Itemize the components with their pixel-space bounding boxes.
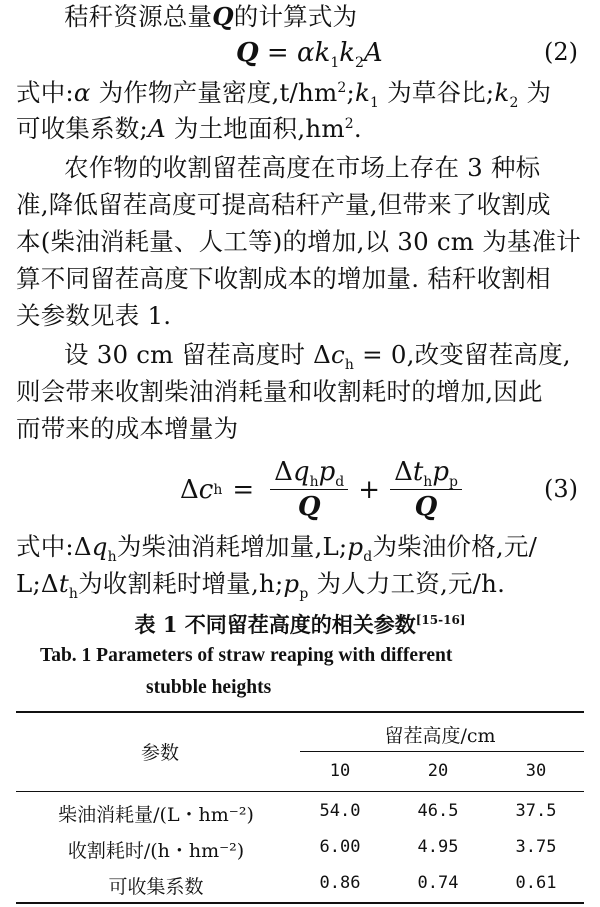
paragraph-2-line-4: 算不同留茬高度下收割成本的增加量. 秸秆收割相 <box>16 264 551 293</box>
text-line-1 <box>64 2 590 32</box>
table-cell: 0.74 <box>417 873 459 893</box>
equation-2-number: (2) <box>544 38 578 66</box>
var-A: A <box>147 114 166 143</box>
text-line-4 <box>16 532 590 565</box>
text-segment: 为土地面积,hm <box>165 114 345 143</box>
eq3-c: c <box>198 474 214 505</box>
eq2-alpha: α <box>296 38 315 68</box>
eq2-lhs: Q <box>236 38 259 68</box>
text-segment: 为草谷比; <box>379 78 495 107</box>
table-caption-en-line-1: Tab. 1 Parameters of straw reaping with different <box>40 645 453 666</box>
eq2-A: A <box>363 38 383 68</box>
paragraph-3-line-2: 则会带来收割柴油消耗量和收割耗时的增加,因此 <box>16 377 543 406</box>
text-segment: 设 30 cm 留茬高度时 Δ <box>64 340 331 369</box>
caption-reference: [15-16] <box>415 613 466 627</box>
eq3-delta: Δ <box>180 474 199 505</box>
table-column-header: 30 <box>525 761 547 781</box>
table-row-label: 柴油消耗量/(L・hm⁻²) <box>58 804 254 826</box>
sup: 2 <box>337 79 347 96</box>
text-line-5 <box>16 569 590 602</box>
paragraph-2-line-2: 准,降低留茬高度可提高秸秆产量,但带来了收割成 <box>16 190 551 219</box>
var-p: p <box>347 532 364 561</box>
eq2-equals: = <box>266 38 289 68</box>
var-k2: k <box>494 78 510 107</box>
text-segment: 可收集系数; <box>16 114 148 143</box>
eq2-k2: k <box>339 38 355 68</box>
text-segment: 为人力工资,元/h. <box>308 569 506 598</box>
var-Q: Q <box>212 2 234 31</box>
table-cell: 54.0 <box>319 801 361 821</box>
sub: p <box>299 585 309 602</box>
delta: Δ <box>274 457 293 487</box>
sub: d <box>335 474 345 491</box>
table-caption-en-line-2: stubble heights <box>146 677 272 698</box>
paragraph-2-line-5: 关参数见表 1. <box>16 301 172 330</box>
text-segment: L;Δ <box>16 569 59 598</box>
table-caption-cn <box>0 609 600 639</box>
equation-2 <box>236 38 383 72</box>
eq3-fraction-2 <box>390 457 462 522</box>
equation-3-number: (3) <box>544 475 578 503</box>
table-cell: 3.75 <box>515 837 557 857</box>
eq3-fraction-1 <box>270 457 348 522</box>
eq3-fraction-1-denominator: Q <box>297 492 321 522</box>
var-c: c <box>330 340 345 369</box>
sup: 2 <box>344 115 354 132</box>
sub: p <box>448 474 458 491</box>
table-row-label: 收割耗时/(h・hm⁻²) <box>67 840 245 862</box>
var-p: p <box>432 457 449 487</box>
sub: d <box>363 548 373 565</box>
var-t: t <box>58 569 69 598</box>
text-segment: 秸秆资源总量 <box>64 2 213 31</box>
text-segment: 为柴油消耗增加量,L; <box>116 532 348 561</box>
sub: h <box>68 585 79 602</box>
eq3-fraction-1-numerator <box>270 457 348 490</box>
var-p: p <box>318 457 336 487</box>
table-header-group: 留茬高度/cm <box>384 725 496 747</box>
sub: h <box>107 548 117 565</box>
text-segment: ; <box>346 78 355 107</box>
paragraph-3-line-1 <box>64 340 590 373</box>
eq3-fraction-2-numerator <box>390 457 462 490</box>
text-segment: 为作物产量密度,t/hm <box>90 78 338 107</box>
table-bottom-rule <box>16 902 584 904</box>
table-header-rule <box>16 791 584 792</box>
equation-3: Δ c h = $\frac{\Delta q_hp_d}{Q}$ + $\frac{\Delta t_hp_p}{Q}$ <box>180 457 468 522</box>
paragraph-2-line-1: 农作物的收割留茬高度在市场上存在 3 种标 <box>64 153 541 182</box>
var-p: p <box>283 569 300 598</box>
sub: 1 <box>370 94 380 111</box>
text-segment: 式中: <box>16 78 74 107</box>
var-alpha: α <box>73 78 91 107</box>
paragraph-3-line-3: 而带来的成本增量为 <box>16 414 239 443</box>
table-group-rule <box>300 751 584 752</box>
table-top-rule <box>16 711 584 713</box>
text-segment: 为柴油价格,元/ <box>372 532 538 561</box>
text-segment: . <box>353 114 362 143</box>
table-column-header: 10 <box>329 761 351 781</box>
table-cell: 0.61 <box>515 873 557 893</box>
delta: Δ <box>394 457 413 487</box>
text-line-2 <box>16 78 590 111</box>
caption-text: 表 1 不同留茬高度的相关参数 <box>134 612 416 637</box>
text-segment: 的计算式为 <box>233 2 358 31</box>
text-line-3 <box>16 114 590 144</box>
var-q: q <box>91 532 108 561</box>
table-cell: 6.00 <box>319 837 361 857</box>
var-t: t <box>412 457 424 487</box>
eq2-k1: k <box>314 38 331 68</box>
table-header-param: 参数 <box>140 742 179 764</box>
eq2-k1-sub: 1 <box>330 55 340 72</box>
table-cell: 4.95 <box>417 837 459 857</box>
text-segment: 式中:Δ <box>16 532 92 561</box>
table-cell: 0.86 <box>319 873 361 893</box>
sub: 2 <box>509 94 519 111</box>
var-q: q <box>292 457 310 487</box>
sub: h <box>423 474 433 491</box>
text-segment: 为 <box>518 78 552 107</box>
eq3-plus: + <box>358 474 381 505</box>
table-row-label: 可收集系数 <box>108 876 204 898</box>
table-cell: 46.5 <box>417 801 459 821</box>
table-column-header: 20 <box>427 761 449 781</box>
sub: h <box>344 356 355 373</box>
text-segment: = 0,改变留茬高度, <box>354 340 571 369</box>
eq3-equals: = <box>232 474 255 505</box>
text-segment: 为收割耗时增量,h; <box>78 569 284 598</box>
eq2-k2-sub: 2 <box>355 55 364 72</box>
sub: h <box>309 474 319 491</box>
var-k1: k <box>354 78 371 107</box>
table-cell: 37.5 <box>515 801 557 821</box>
eq3-fraction-2-denominator: Q <box>414 492 438 522</box>
paragraph-2-line-3: 本(柴油消耗量、人工等)的增加,以 30 cm 为基准计 <box>16 227 581 256</box>
